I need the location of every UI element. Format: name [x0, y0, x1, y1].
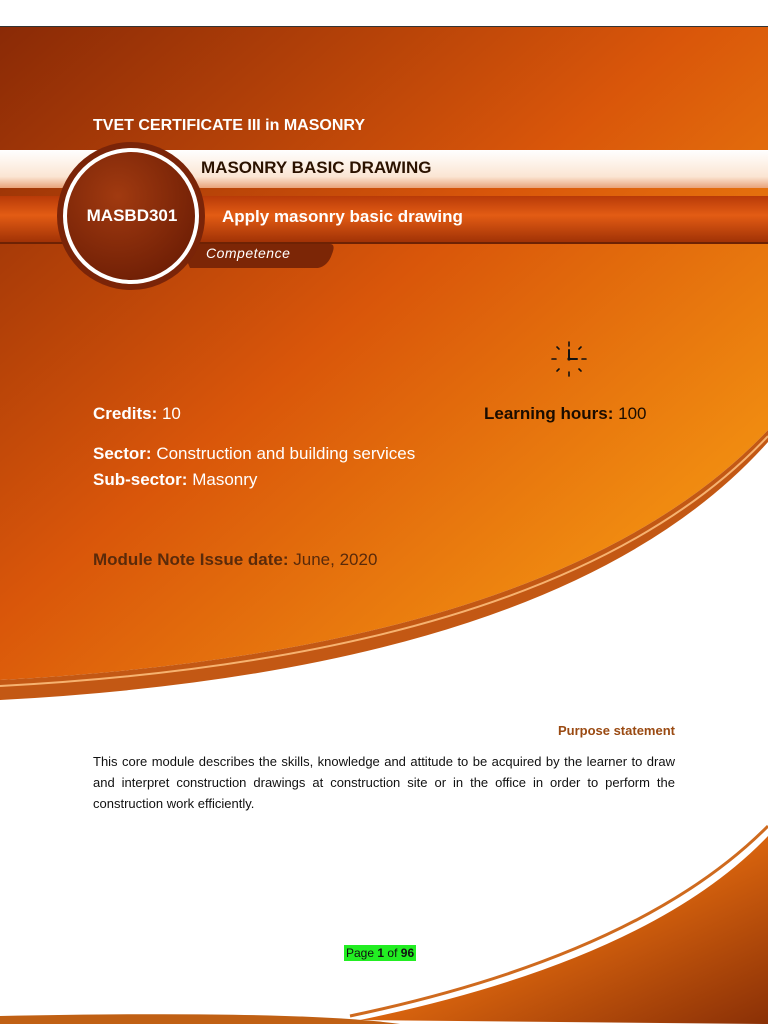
page-number [344, 945, 416, 961]
sector-label: Sector: [93, 444, 152, 463]
purpose-text: This core module describes the skills, knowledge and attitude to be acquired by the learner to draw and interpret construction drawings at construction site or in the office in order to perform the construction work efficiently. [93, 754, 675, 811]
issue-label: Module Note Issue date: [93, 550, 289, 569]
page-total: 96 [400, 946, 415, 960]
module-title: MASONRY BASIC DRAWING [201, 158, 432, 177]
competence-tag: Competence [206, 245, 291, 261]
issue-date [93, 550, 377, 570]
subsector-label: Sub-sector: [93, 470, 188, 489]
certificate-title: TVET CERTIFICATE III in MASONRY [93, 117, 365, 134]
clock-icon [548, 338, 590, 380]
sub-sector [93, 470, 257, 490]
page-of: of [387, 946, 398, 960]
competence-title: Apply masonry basic drawing [222, 207, 463, 226]
module-code: MASBD301 [86, 206, 178, 225]
subsector-value: Masonry [192, 470, 258, 489]
issue-value: June, 2020 [293, 550, 378, 569]
credits-value: 10 [161, 404, 181, 423]
page-word: Page [346, 946, 375, 960]
credits [93, 404, 181, 424]
hours-value: 100 [618, 404, 647, 423]
learning-hours [484, 404, 647, 424]
sector-value: Construction and building services [156, 444, 416, 463]
page-current: 1 [377, 946, 385, 960]
credits-label: Credits: [93, 404, 158, 423]
sector [93, 444, 415, 464]
purpose-heading: Purpose statement [557, 723, 675, 738]
hours-label: Learning hours: [484, 404, 614, 423]
